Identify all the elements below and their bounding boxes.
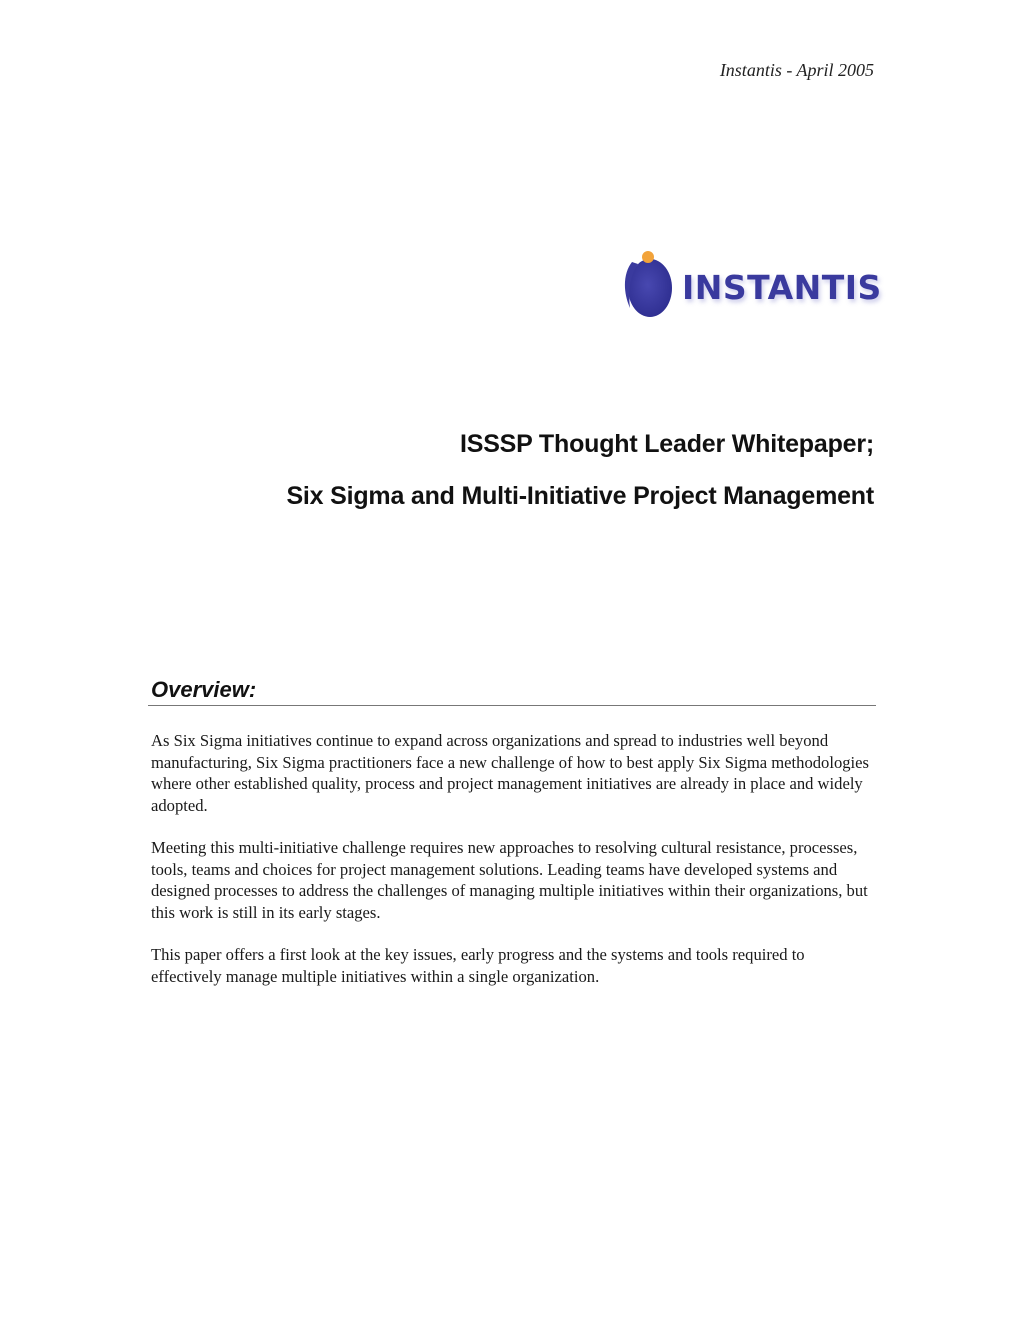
instantis-logo-mark-icon xyxy=(620,248,676,320)
overview-heading: Overview: xyxy=(148,677,876,706)
overview-paragraph-2: Meeting this multi-initiative challenge requires new approaches to resolving cultural resistance, processes, tools, teams and choices for project management solutions. Leading teams have developed systems and designed processes to address the challenges of managing multiple initiatives within their organizations, but this work is still in its early stages. xyxy=(151,838,868,922)
title-line-1: ISSSP Thought Leader Whitepaper; xyxy=(459,430,874,458)
overview-paragraph-3: This paper offers a first look at the key issues, early progress and the systems and tools required to effectively manage multiple initiatives within a single organization. xyxy=(151,945,805,986)
logo-wordmark: INSTANTIS xyxy=(682,268,882,307)
title-line-2: Six Sigma and Multi-Initiative Project Management xyxy=(286,482,874,510)
document-header-note: Instantis - April 2005 xyxy=(719,60,874,80)
document-title xyxy=(286,418,874,522)
overview-section xyxy=(148,677,876,987)
overview-paragraph-1: As Six Sigma initiatives continue to expand across organizations and spread to industries well beyond manufacturing, Six Sigma practitioners face a new challenge of how to best apply Six Sigma methodologies where other established quality, process and project management initiatives are already in place and widely adopted. xyxy=(151,731,869,815)
company-logo xyxy=(620,248,880,328)
